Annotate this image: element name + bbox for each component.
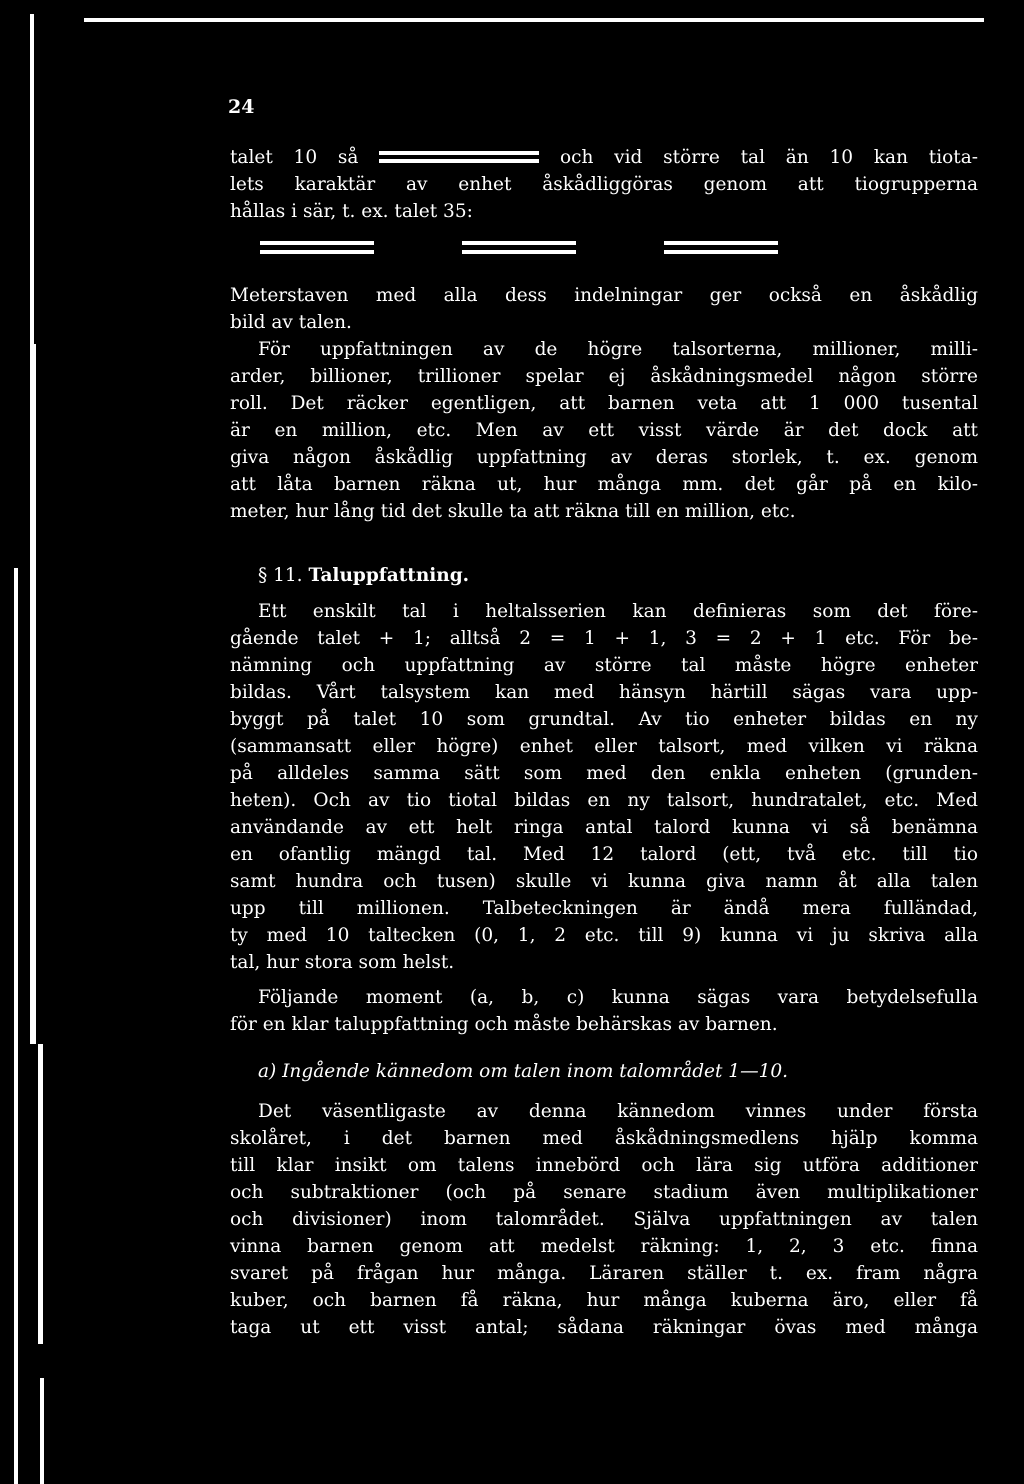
- page-number: 24: [228, 96, 255, 118]
- paragraph-line: taga ut ett visst antal; sådana räkningar övas med många: [230, 1317, 978, 1338]
- meterstaven-paragraph: [230, 282, 978, 336]
- paragraph-line: en ofantlig mängd tal. Med 12 talord (ett, två etc. till tio: [230, 844, 978, 865]
- intro-line-1-end: och vid större tal än 10 kan tiota-: [559, 147, 978, 168]
- paragraph-line: heten). Och av tio tiotal bildas en ny talsort, hundratalet, etc. Med: [230, 790, 978, 811]
- ten-bar: [260, 238, 374, 260]
- intro-line-1-start: talet 10 så: [230, 147, 359, 168]
- section-number: 11.: [273, 565, 303, 586]
- intro-line: lets karaktär av enhet åskådliggöras genom att tiogrupperna: [230, 174, 978, 195]
- moments-paragraph: [230, 984, 978, 1038]
- paragraph-line: svaret på frågan hur många. Läraren ställer t. ex. fram några: [230, 1263, 978, 1284]
- section-symbol: §: [258, 565, 268, 586]
- paragraph-line: bild av talen.: [230, 312, 352, 333]
- higher-numbers-paragraph: [230, 336, 978, 525]
- paragraph-line: Ett enskilt tal i heltalsserien kan definieras som det före-: [258, 601, 978, 622]
- paragraph-line: på alldeles samma sätt som med den enkla enheten (grunden-: [230, 763, 978, 784]
- paragraph-line: nämning och uppfattning av större tal måste högre enheter: [230, 655, 978, 676]
- intro-paragraph: [230, 144, 978, 225]
- subheading-a: a) Ingående kännedom om talen inom talområdet 1—10.: [258, 1061, 788, 1082]
- paragraph-line: (sammansatt eller högre) enhet eller talsort, med vilken vi räkna: [230, 736, 978, 757]
- left-scan-rule-bottom: [40, 1378, 44, 1484]
- paragraph-line: för en klar taluppfattning och måste behärskas av barnen.: [230, 1014, 778, 1035]
- paragraph-line: samt hundra och tusen) skulle vi kunna giva namn åt alla talen: [230, 871, 978, 892]
- paragraph-line: skolåret, i det barnen med åskådningsmedlens hjälp komma: [230, 1128, 978, 1149]
- paragraph-line: upp till millionen. Talbeteckningen är ändå mera fulländad,: [230, 898, 978, 919]
- paragraph-line: För uppfattningen av de högre talsorterna, millioner, milli-: [258, 339, 978, 360]
- paragraph-line: att låta barnen räkna ut, hur många mm. det går på en kilo-: [230, 474, 978, 495]
- final-paragraph: [230, 1098, 978, 1341]
- ten-bar: [462, 238, 576, 260]
- section-heading: [258, 562, 469, 589]
- paragraph-line: och subtraktioner (och på senare stadium även multiplikationer: [230, 1182, 978, 1203]
- paragraph-line: giva någon åskådlig uppfattning av deras storlek, t. ex. genom: [230, 447, 978, 468]
- intro-line-1: [230, 144, 978, 171]
- paragraph-line: kuber, och barnen få räkna, hur många kuberna äro, eller få: [230, 1290, 978, 1311]
- top-scan-rule: [84, 18, 984, 22]
- paragraph-line: Meterstaven med alla dess indelningar ger också en åskådlig: [230, 285, 978, 306]
- paragraph-line: användande av ett helt ringa antal talord kunna vi så benämna: [230, 817, 978, 838]
- section-title: Taluppfattning.: [308, 565, 470, 586]
- paragraph-line: arder, billioner, trillioner spelar ej åskådningsmedel någon större: [230, 366, 978, 387]
- paragraph-line: och divisioner) inom talområdet. Själva uppfattningen av talen: [230, 1209, 978, 1230]
- tens-illustration: [260, 238, 780, 262]
- left-scan-rule-middle: [30, 344, 36, 1044]
- paragraph-line: tal, hur stora som helst.: [230, 952, 455, 973]
- left-scan-rule-outer: [14, 568, 18, 1484]
- paragraph-line: till klar insikt om talens innebörd och lära sig utföra additioner: [230, 1155, 978, 1176]
- ten-bar-inline: [379, 148, 539, 168]
- taluppfattning-paragraph: [230, 598, 978, 976]
- paragraph-line: vinna barnen genom att medelst räkning: 1, 2, 3 etc. finna: [230, 1236, 978, 1257]
- paragraph-line: ty med 10 taltecken (0, 1, 2 etc. till 9) kunna vi ju skriva alla: [230, 925, 978, 946]
- paragraph-line: är en million, etc. Men av ett visst värde är det dock att: [230, 420, 978, 441]
- left-scan-rule-lower: [38, 1044, 43, 1344]
- paragraph-line: bildas. Vårt talsystem kan med hänsyn härtill sägas vara upp-: [230, 682, 978, 703]
- paragraph-line: Följande moment (a, b, c) kunna sägas vara betydelsefulla: [258, 987, 978, 1008]
- paragraph-line: byggt på talet 10 som grundtal. Av tio enheter bildas en ny: [230, 709, 978, 730]
- paragraph-line: roll. Det räcker egentligen, att barnen veta att 1 000 tusental: [230, 393, 978, 414]
- intro-line: hållas i sär, t. ex. talet 35:: [230, 201, 473, 222]
- paragraph-line: Det väsentligaste av denna kännedom vinnes under första: [258, 1101, 978, 1122]
- paragraph-line: gående talet + 1; alltså 2 = 1 + 1, 3 = 2 + 1 etc. För be-: [230, 628, 978, 649]
- ten-bar: [664, 238, 778, 260]
- paragraph-line: meter, hur lång tid det skulle ta att räkna till en million, etc.: [230, 501, 796, 522]
- left-scan-rule-top: [30, 14, 34, 344]
